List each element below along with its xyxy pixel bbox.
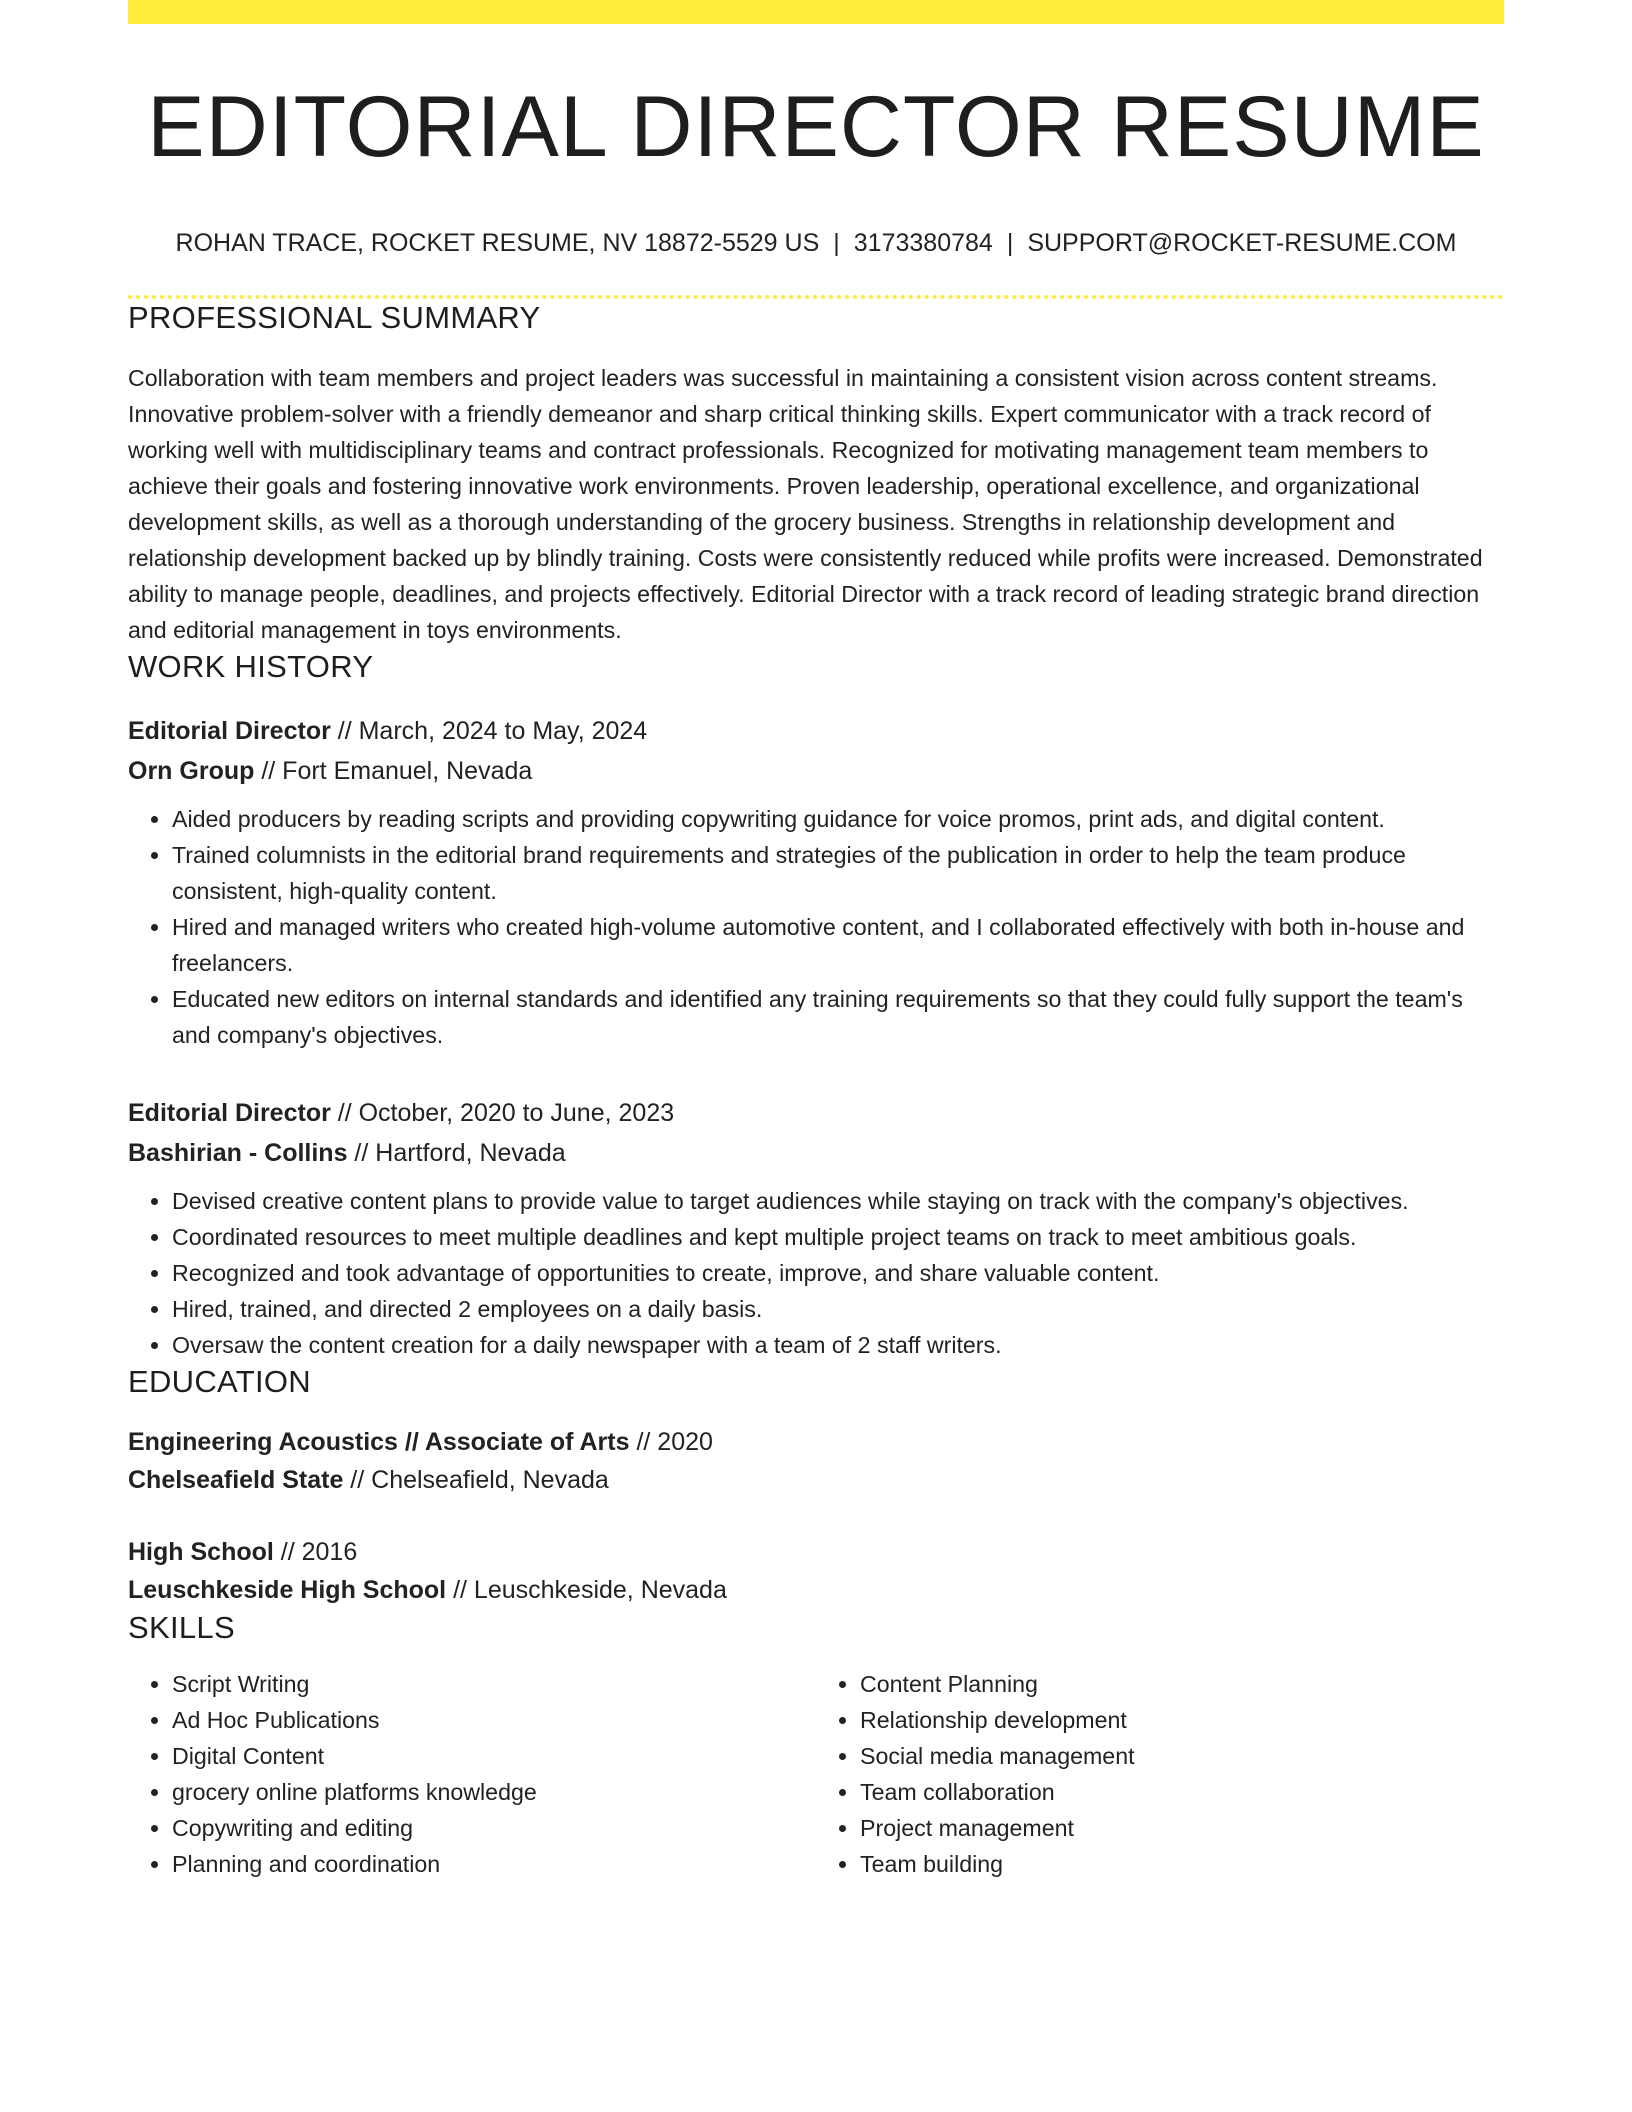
contact-address: ROHAN TRACE, ROCKET RESUME, NV 18872-5529 US bbox=[175, 229, 820, 257]
skill-item: • Project management bbox=[860, 1810, 1504, 1846]
job-bullets bbox=[128, 801, 1504, 1053]
job-company-line bbox=[128, 751, 1504, 791]
skill-item: • Social media management bbox=[860, 1738, 1504, 1774]
job-bullet: • Trained columnists in the editorial brand requirements and strategies of the publication in order to help the team produce consistent, high-quality content. bbox=[172, 837, 1504, 909]
skills-list-right bbox=[816, 1666, 1504, 1882]
resume-page bbox=[128, 0, 1504, 1882]
contact-phone: 3173380784 bbox=[853, 229, 993, 257]
education-school-line bbox=[128, 1571, 1504, 1609]
contact-separator: | bbox=[833, 229, 840, 257]
job-dates: // October, 2020 to June, 2023 bbox=[330, 1099, 675, 1128]
job-bullet: • Aided producers by reading scripts and providing copywriting guidance for voice promos, print ads, and digital content. bbox=[172, 801, 1504, 837]
job-role: Editorial Director bbox=[128, 717, 331, 746]
skills-heading: SKILLS bbox=[128, 1609, 235, 1645]
education-year: // 2020 bbox=[629, 1427, 713, 1456]
skill-item: • grocery online platforms knowledge bbox=[172, 1774, 816, 1810]
job-company-line bbox=[128, 1133, 1504, 1173]
work-history-section bbox=[128, 648, 1504, 1363]
summary-section bbox=[128, 299, 1504, 648]
skills-columns bbox=[128, 1666, 1504, 1882]
job-entry bbox=[128, 711, 1504, 1053]
contact-line bbox=[128, 228, 1504, 258]
job-title-line bbox=[128, 711, 1504, 751]
skills-section bbox=[128, 1609, 1504, 1882]
job-bullet: • Recognized and took advantage of opportunities to create, improve, and share valuable content. bbox=[172, 1255, 1504, 1291]
job-bullet: • Devised creative content plans to provide value to target audiences while staying on track with the company's objectives. bbox=[172, 1183, 1504, 1219]
skill-item: • Planning and coordination bbox=[172, 1846, 816, 1882]
education-section bbox=[128, 1363, 1504, 1608]
skill-item: • Script Writing bbox=[172, 1666, 816, 1702]
job-bullet: • Coordinated resources to meet multiple deadlines and kept multiple project teams on track to meet ambitious goals. bbox=[172, 1219, 1504, 1255]
skill-item: • Ad Hoc Publications bbox=[172, 1702, 816, 1738]
education-location: // Chelseafield, Nevada bbox=[343, 1465, 609, 1494]
education-school: Chelseafield State bbox=[128, 1465, 344, 1494]
job-title-line bbox=[128, 1093, 1504, 1133]
contact-email: SUPPORT@ROCKET-RESUME.COM bbox=[1027, 229, 1457, 257]
skill-item: • Team collaboration bbox=[860, 1774, 1504, 1810]
skill-item: • Copywriting and editing bbox=[172, 1810, 816, 1846]
job-location: // Fort Emanuel, Nevada bbox=[254, 757, 533, 786]
job-dates: // March, 2024 to May, 2024 bbox=[330, 717, 648, 746]
job-bullet: • Oversaw the content creation for a daily newspaper with a team of 2 staff writers. bbox=[172, 1327, 1504, 1363]
skills-list-left bbox=[128, 1666, 816, 1882]
job-bullet: • Educated new editors on internal standards and identified any training requirements so that they could fully support the team's and company's objectives. bbox=[172, 981, 1504, 1053]
job-company: Orn Group bbox=[128, 757, 255, 786]
work-history-heading: WORK HISTORY bbox=[128, 649, 374, 685]
skill-item: • Relationship development bbox=[860, 1702, 1504, 1738]
job-company: Bashirian - Collins bbox=[128, 1139, 348, 1168]
education-location: // Leuschkeside, Nevada bbox=[446, 1575, 727, 1604]
job-location: // Hartford, Nevada bbox=[347, 1139, 566, 1168]
education-degree: High School bbox=[128, 1537, 274, 1566]
education-school: Leuschkeside High School bbox=[128, 1575, 447, 1604]
job-role: Editorial Director bbox=[128, 1099, 331, 1128]
summary-heading: PROFESSIONAL SUMMARY bbox=[128, 300, 541, 335]
job-bullets bbox=[128, 1183, 1504, 1363]
education-degree: Engineering Acoustics // Associate of Arts bbox=[128, 1427, 630, 1456]
job-bullet: • Hired, trained, and directed 2 employees on a daily basis. bbox=[172, 1291, 1504, 1327]
skill-item: • Digital Content bbox=[172, 1738, 816, 1774]
education-year: // 2016 bbox=[273, 1537, 358, 1566]
job-bullet: • Hired and managed writers who created high-volume automotive content, and I collaborated effectively with both in-house and freelancers. bbox=[172, 909, 1504, 981]
education-degree-line bbox=[128, 1533, 1504, 1571]
skill-item: • Team building bbox=[860, 1846, 1504, 1882]
resume-title: EDITORIAL DIRECTOR RESUME bbox=[147, 79, 1485, 175]
job-entry bbox=[128, 1093, 1504, 1363]
contact-separator: | bbox=[1006, 229, 1014, 257]
education-entry bbox=[128, 1533, 1504, 1609]
education-school-line bbox=[128, 1461, 1504, 1499]
top-accent-bar bbox=[128, 0, 1504, 24]
education-entry bbox=[128, 1423, 1504, 1499]
education-degree-line bbox=[128, 1423, 1504, 1461]
education-heading: EDUCATION bbox=[128, 1364, 311, 1400]
summary-text: Collaboration with team members and project leaders was successful in maintaining a consistent vision across content streams. Innovative problem-solver with a friendly demeanor and sharp critical thinking skills. Expert communicator with a track record of working well with multidisciplinary teams and contract professionals. Recognized for motivating management team members to achieve their goals and fostering innovative work environments. Proven leadership, operational excellence, and organizational development skills, as well as a thorough understanding of the grocery business. Strengths in relationship development and relationship development backed up by blindly training. Costs were consistently reduced while profits were increased. Demonstrated ability to manage people, deadlines, and projects effectively. Editorial Director with a track record of leading strategic brand direction and editorial management in toys environments. bbox=[128, 365, 1483, 644]
skill-item: • Content Planning bbox=[860, 1666, 1504, 1702]
